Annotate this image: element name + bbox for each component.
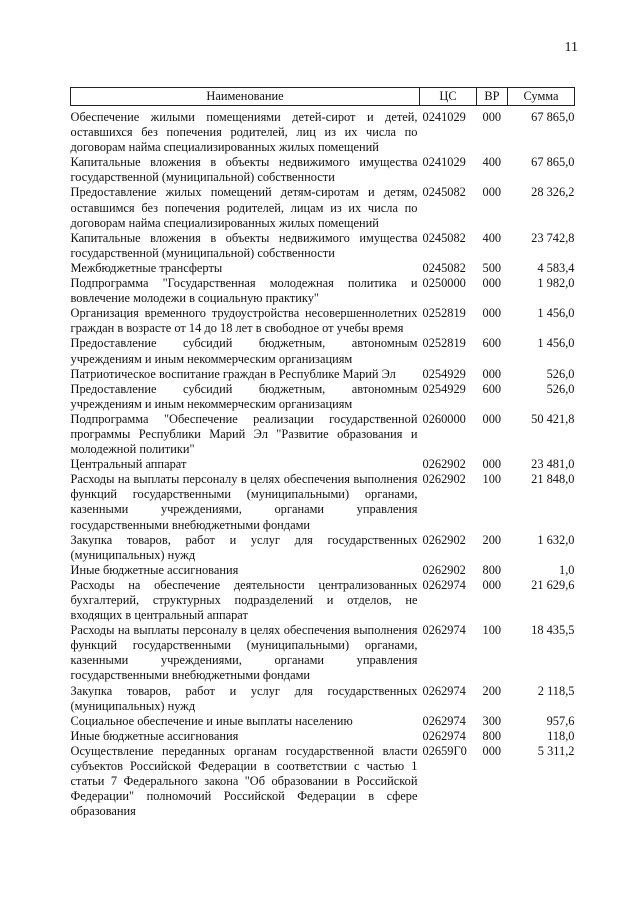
row-cs-cell: 0254929 [422,366,466,381]
row-cs-cell: 0262902 [422,532,466,547]
table-row [71,563,575,578]
table-row [71,261,575,276]
row-sum-cell: 526,0 [546,366,575,381]
row-vr-cell: 500 [482,260,502,275]
row-vr-cell: 600 [482,381,502,396]
row-sum-cell: 4 583,4 [537,260,575,275]
row-cs-cell: 0262974 [422,623,466,638]
row-name-cell: Организация временного трудоустройства несовершеннолетних граждан в возрасте от 14 до 18 лет в свободное от учебы время [70,306,418,336]
table-row [71,744,575,819]
row-vr-cell: 800 [482,562,502,577]
row-cs-cell: 0250000 [422,276,466,291]
row-name-cell: Закупка товаров, работ и услуг для государственных (муниципальных) нужд [70,532,418,562]
row-sum-cell: 67 865,0 [531,155,575,170]
row-name-cell: Иные бюджетные ассигнования [70,728,239,743]
row-sum-cell: 50 421,8 [531,411,575,426]
row-vr-cell: 000 [482,743,502,758]
table-row [71,714,575,729]
row-vr-cell: 100 [482,623,502,638]
header-name: Наименование [71,88,420,106]
table-header [71,88,575,106]
row-sum-cell: 23 481,0 [531,457,575,472]
row-name-cell: Расходы на выплаты персоналу в целях обеспечения выполнения функций государственными (муниципальными) органами, казенными учреждениями, органами управления государственными внебюджетными фондами [70,472,418,532]
table-row [71,276,575,306]
row-name-cell: Капитальные вложения в объекты недвижимого имущества государственной (муниципальной) собственности [70,230,418,260]
row-name-cell: Расходы на выплаты персоналу в целях обеспечения выполнения функций государственными (муниципальными) органами, казенными учреждениями, органами управления государственными внебюджетными фондами [70,623,418,683]
row-sum-cell: 18 435,5 [531,623,575,638]
row-vr-cell: 200 [482,683,502,698]
row-sum-cell: 1 456,0 [537,336,575,351]
table-row [71,306,575,336]
header-vr: ВР [477,88,508,106]
row-vr-cell: 000 [482,306,502,321]
row-sum-cell: 1 456,0 [537,306,575,321]
row-sum-cell: 2 118,5 [537,683,575,698]
table-row [71,457,575,472]
row-vr-cell: 000 [482,577,502,592]
row-cs-cell: 0260000 [422,411,466,426]
row-sum-cell: 28 326,2 [531,185,575,200]
row-vr-cell: 600 [482,336,502,351]
row-vr-cell: 000 [482,276,502,291]
row-vr-cell: 000 [482,366,502,381]
row-name-cell: Осуществление переданных органам государственной власти субъектов Российской Федерации в соответствии с частью 1 статьи 7 Федерального закона "Об образовании в Российской Федерации" полномочий Российской Федерации в сфере образования [70,743,418,819]
row-cs-cell: 02659Г0 [422,743,467,758]
row-sum-cell: 23 742,8 [531,230,575,245]
row-cs-cell: 0245082 [422,260,466,275]
row-vr-cell: 400 [482,155,502,170]
page-number: 11 [564,40,578,55]
row-name-cell: Подпрограмма "Обеспечение реализации государственной программы Республики Марий Эл "Развитие образования и молодежной политики" [70,411,418,457]
row-name-cell: Предоставление субсидий бюджетным, автономным учреждениям и иным некоммерческим организациям [70,336,418,366]
row-name-cell: Социальное обеспечение и иные выплаты населению [70,713,353,728]
table-row [71,729,575,744]
row-name-cell: Обеспечение жилыми помещениями детей-сирот и детей, оставшихся без попечения родителей, лиц из их числа по договорам найма специализированных жилых помещений [70,110,418,155]
table-body [71,106,575,820]
table-row [71,106,575,156]
row-name-cell: Предоставление субсидий бюджетным, автономным учреждениям и иным некоммерческим организациям [70,381,418,411]
row-cs-cell: 0252819 [422,306,466,321]
table-row [71,367,575,382]
budget-table [70,87,575,819]
row-cs-cell: 0262974 [422,683,466,698]
header-sum: Сумма [508,88,575,106]
row-name-cell: Патриотическое воспитание граждан в Республике Марий Эл [70,366,396,381]
table-row [71,684,575,714]
row-vr-cell: 400 [482,230,502,245]
table-row [71,155,575,185]
row-name-cell: Расходы на обеспечение деятельности централизованных бухгалтерий, структурных подразделений и отделов, не входящих в центральный аппарат [70,577,418,623]
row-vr-cell: 000 [482,110,502,124]
row-name-cell: Закупка товаров, работ и услуг для государственных (муниципальных) нужд [70,683,418,713]
row-sum-cell: 21 848,0 [531,472,575,487]
row-sum-cell: 21 629,6 [531,577,575,592]
table-row [71,533,575,563]
header-cs: ЦС [420,88,477,106]
row-sum-cell: 1 632,0 [537,532,575,547]
row-sum-cell: 957,6 [546,713,575,728]
row-sum-cell: 1 982,0 [537,276,575,291]
table-row [71,336,575,366]
row-cs-cell: 0262974 [422,713,466,728]
row-name-cell: Центральный аппарат [70,457,187,472]
row-cs-cell: 0254929 [422,381,466,396]
row-name-cell: Подпрограмма "Государственная молодежная политика и вовлечение молодежи в социальную практику" [70,276,418,306]
row-vr-cell: 300 [482,713,502,728]
row-sum-cell: 67 865,0 [531,110,575,124]
row-name-cell: Предоставление жилых помещений детям-сиротам и детям, оставшимся без попечения родителей, лицам из их числа по договорам найма специализированных жилых помещений [70,185,418,230]
row-vr-cell: 000 [482,185,502,200]
table-row [71,412,575,457]
row-cs-cell: 0241029 [422,155,466,170]
table-row [71,231,575,261]
row-cs-cell: 0245082 [422,185,466,200]
table-row [71,382,575,412]
row-cs-cell: 0262974 [422,577,466,592]
row-name-cell: Иные бюджетные ассигнования [70,562,239,577]
row-cs-cell: 0262974 [422,728,466,743]
row-sum-cell: 118,0 [547,728,575,743]
row-cs-cell: 0252819 [422,336,466,351]
row-vr-cell: 000 [482,411,502,426]
row-cs-cell: 0262902 [422,457,466,472]
row-sum-cell: 5 311,2 [537,743,575,758]
row-cs-cell: 0262902 [422,472,466,487]
row-sum-cell: 1,0 [559,562,575,577]
row-cs-cell: 0241029 [422,110,466,124]
row-vr-cell: 200 [482,532,502,547]
row-cs-cell: 0245082 [422,230,466,245]
table-row [71,578,575,623]
row-vr-cell: 800 [482,728,502,743]
table-row [71,623,575,683]
row-cs-cell: 0262902 [422,562,466,577]
table-row [71,185,575,230]
row-vr-cell: 100 [482,472,502,487]
row-name-cell: Межбюджетные трансферты [70,260,223,275]
table-row [71,472,575,532]
row-vr-cell: 000 [482,457,502,472]
row-name-cell: Капитальные вложения в объекты недвижимого имущества государственной (муниципальной) собственности [70,155,418,185]
row-sum-cell: 526,0 [546,381,575,396]
